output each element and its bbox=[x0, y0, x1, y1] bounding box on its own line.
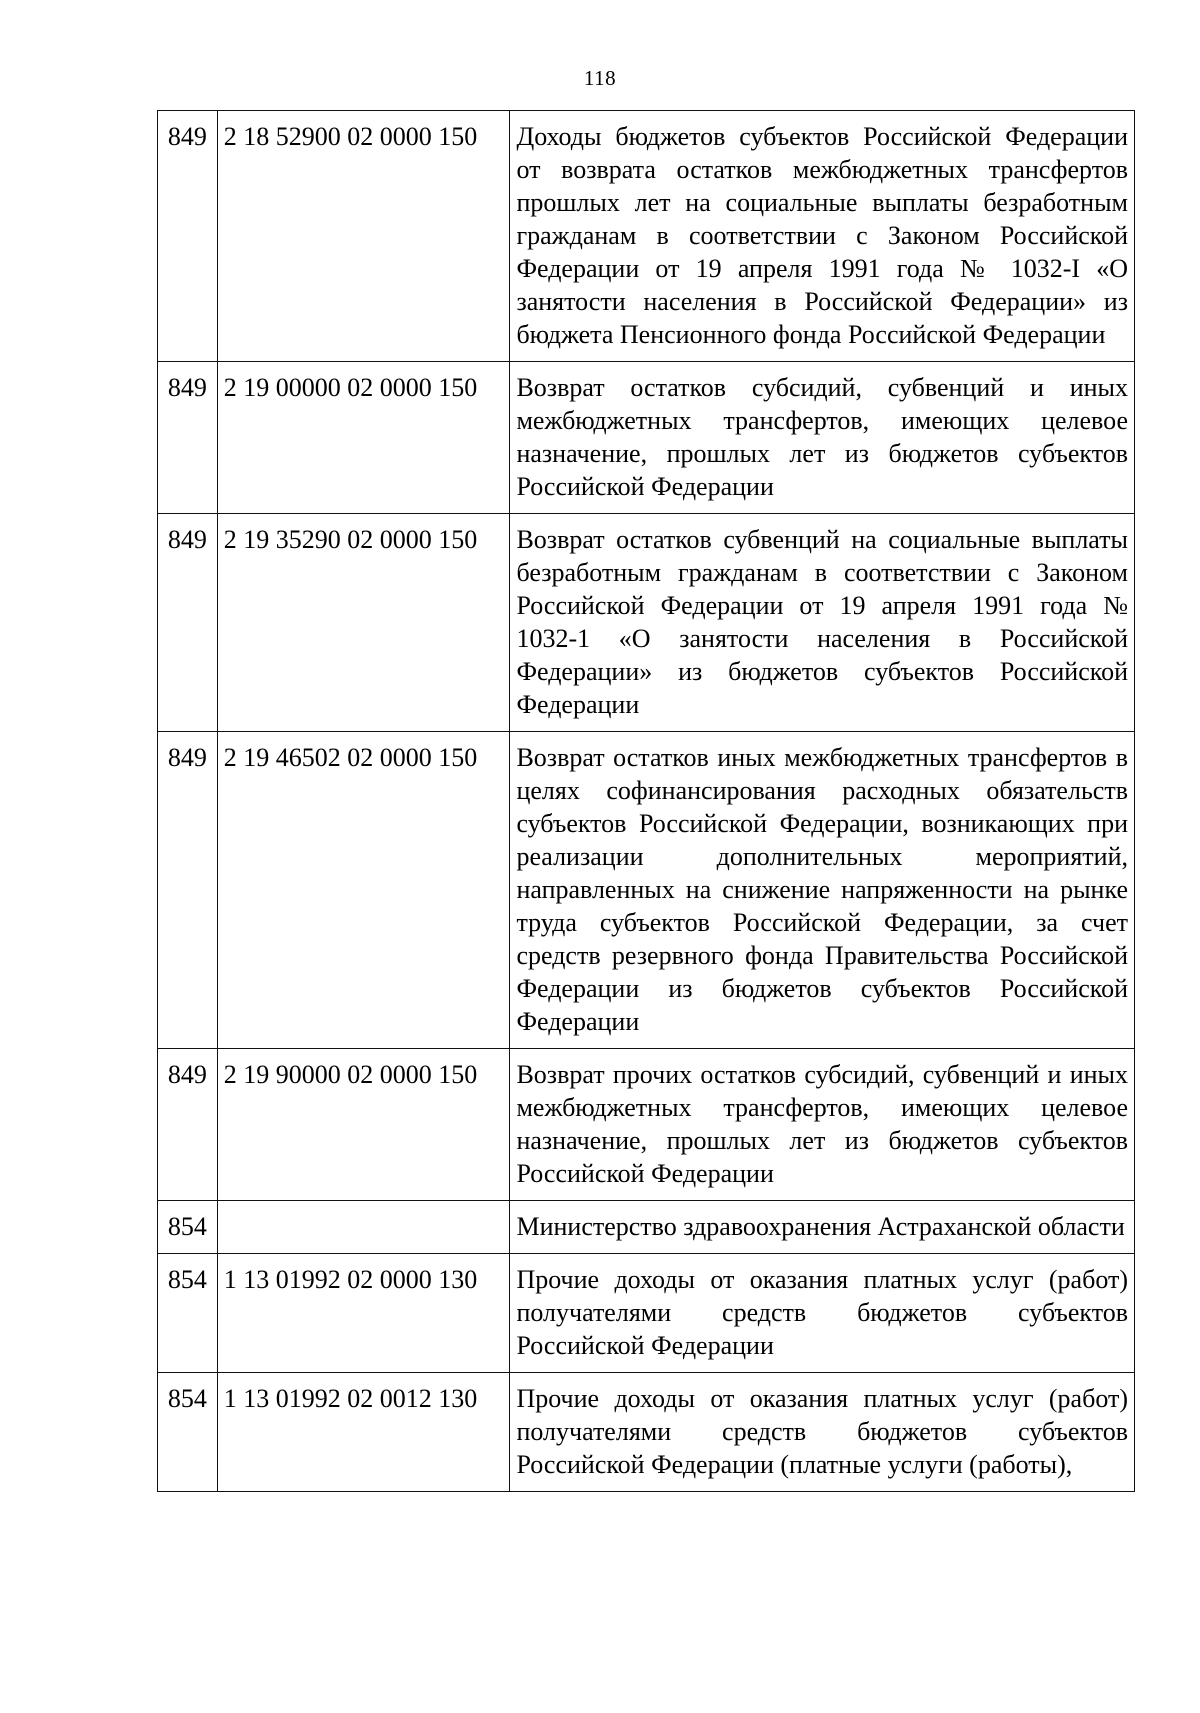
description-cell: Возврат прочих остатков субсидий, субвенций и иных межбюджетных трансфертов, имеющих целевое назначение, прошлых лет из бюджетов субъектов Российской Федерации bbox=[510, 1049, 1135, 1201]
description-cell: Прочие доходы от оказания платных услуг (работ) получателями средств бюджетов субъектов Российской Федерации bbox=[510, 1254, 1135, 1373]
table-row bbox=[158, 362, 1135, 514]
budget-code-cell: 2 19 35290 02 0000 150 bbox=[217, 514, 510, 732]
table-row bbox=[158, 111, 1135, 362]
page-number: 118 bbox=[583, 66, 617, 90]
admin-code-cell: 854 bbox=[158, 1201, 218, 1254]
budget-code-cell: 1 13 01992 02 0012 130 bbox=[217, 1373, 510, 1492]
budget-code-cell: 2 19 00000 02 0000 150 bbox=[217, 362, 510, 514]
table-row bbox=[158, 732, 1135, 1049]
description-cell: Доходы бюджетов субъектов Российской Федерации от возврата остатков межбюджетных трансфертов прошлых лет на социальные выплаты безработным гражданам в соответствии с Законом Российской Федерации от 19 апреля 1991 года № 1032-I «О занятости населения в Российской Федерации» из бюджета Пенсионного фонда Российской Федерации bbox=[510, 111, 1135, 362]
table-row bbox=[158, 514, 1135, 732]
table-row bbox=[158, 1254, 1135, 1373]
admin-code-cell: 854 bbox=[158, 1373, 218, 1492]
description-cell: Прочие доходы от оказания платных услуг (работ) получателями средств бюджетов субъектов Российской Федерации (платные услуги (работы), bbox=[510, 1373, 1135, 1492]
admin-code-cell: 849 bbox=[158, 732, 218, 1049]
budget-code-cell bbox=[217, 1201, 510, 1254]
description-cell: Министерство здравоохранения Астраханской области bbox=[510, 1201, 1135, 1254]
description-cell: Возврат остатков субсидий, субвенций и иных межбюджетных трансфертов, имеющих целевое назначение, прошлых лет из бюджетов субъектов Российской Федерации bbox=[510, 362, 1135, 514]
admin-code-cell: 849 bbox=[158, 514, 218, 732]
budget-code-cell: 2 18 52900 02 0000 150 bbox=[217, 111, 510, 362]
admin-code-cell: 849 bbox=[158, 1049, 218, 1201]
table-row bbox=[158, 1373, 1135, 1492]
budget-code-cell: 2 19 46502 02 0000 150 bbox=[217, 732, 510, 1049]
table-row bbox=[158, 1201, 1135, 1254]
revenue-codes-table bbox=[157, 110, 1135, 1492]
description-cell: Возврат остатков субвенций на социальные выплаты безработным гражданам в соответствии с Законом Российской Федерации от 19 апреля 1991 года № 1032-1 «О занятости населения в Российской Федерации» из бюджетов субъектов Российской Федерации bbox=[510, 514, 1135, 732]
description-cell: Возврат остатков иных межбюджетных трансфертов в целях софинансирования расходных обязательств субъектов Российской Федерации, возникающих при реализации дополнительных мероприятий, направленных на снижение напряженности на рынке труда субъектов Российской Федерации, за счет средств резервного фонда Правительства Российской Федерации из бюджетов субъектов Российской Федерации bbox=[510, 732, 1135, 1049]
budget-code-cell: 2 19 90000 02 0000 150 bbox=[217, 1049, 510, 1201]
admin-code-cell: 849 bbox=[158, 111, 218, 362]
budget-code-cell: 1 13 01992 02 0000 130 bbox=[217, 1254, 510, 1373]
table-row bbox=[158, 1049, 1135, 1201]
admin-code-cell: 849 bbox=[158, 362, 218, 514]
admin-code-cell: 854 bbox=[158, 1254, 218, 1373]
